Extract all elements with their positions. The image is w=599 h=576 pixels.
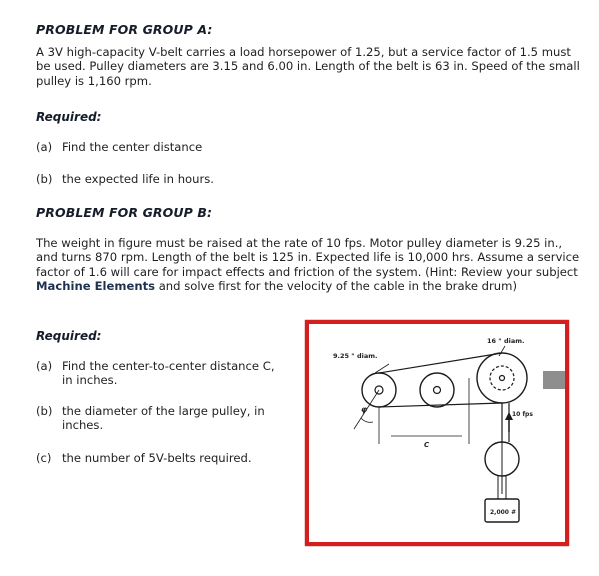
item-label: (a) [36,359,53,373]
group-b-item-c [36,451,252,465]
small-pulley-label: 9.25 " diam. [333,352,378,360]
group-a-item-b [36,172,214,186]
item-text-line1: the diameter of the large pulley, in [62,404,265,418]
item-text-block [62,404,265,433]
group-b-item-a [36,359,275,388]
center-distance-label: C [424,441,430,449]
angle-label: φ [361,405,368,414]
angle-arc [361,418,373,422]
belt-drive-figure [305,320,569,546]
item-text: the number of 5V-belts required. [62,451,252,465]
problem-emphasis: Machine Elements [36,279,156,294]
item-text: Find the center distance [62,140,203,154]
item-label: (a) [36,140,53,154]
belt-upper-strand [379,353,502,373]
problem-text-part1: The weight in figure must be raised at the rate of 10 fps. Motor pulley diameter is 9.25 in., and turns 870 rpm. Length of the belt is 125 in. Expected life is 10,000 hrs. Assume a service factor of 1.6 will care for impact effects and friction of the system. (Hint: Review your subject [36,236,580,279]
large-diam-leader [499,346,505,356]
small-pulley [420,373,454,407]
weight-label: 2,000 # [490,509,517,516]
support-block [543,371,565,389]
group-a-heading: PROBLEM FOR GROUP A: [36,22,213,37]
belt-drive-diagram [309,324,565,542]
group-b-required-label: Required: [36,329,102,343]
group-a-item-a [36,140,202,154]
item-text: the expected life in hours. [62,172,214,186]
small-pulley-hub [434,387,441,394]
item-label: (b) [36,172,53,186]
item-text-line2: in inches. [62,373,118,388]
item-text-line1: Find the center-to-center distance C, [62,359,275,373]
group-a-required-label: Required: [36,110,102,124]
item-label: (c) [36,451,52,465]
item-label: (b) [36,404,53,418]
problem-text-part2: and solve first for the velocity of the cable in the brake drum) [155,279,517,294]
group-b-item-b [36,404,265,433]
group-b-heading: PROBLEM FOR GROUP B: [36,205,213,220]
brake-drum [490,366,514,390]
speed-label: 10 fps [512,411,533,418]
large-pulley-hub [500,376,505,381]
group-a-problem-text: A 3V high-capacity V-belt carries a load horsepower of 1.25, but a service factor of 1.5 must be used. Pulley diameters are 3.15 and 6.00 in. Length of the belt is 63 in. Speed of the small pulley is 1,160 rpm. [36,45,580,88]
large-pulley [477,353,527,403]
large-pulley-label: 16 " diam. [487,337,525,345]
item-text-line2: inches. [62,418,104,433]
item-text-block [62,359,275,388]
group-b-problem-text [36,236,581,294]
